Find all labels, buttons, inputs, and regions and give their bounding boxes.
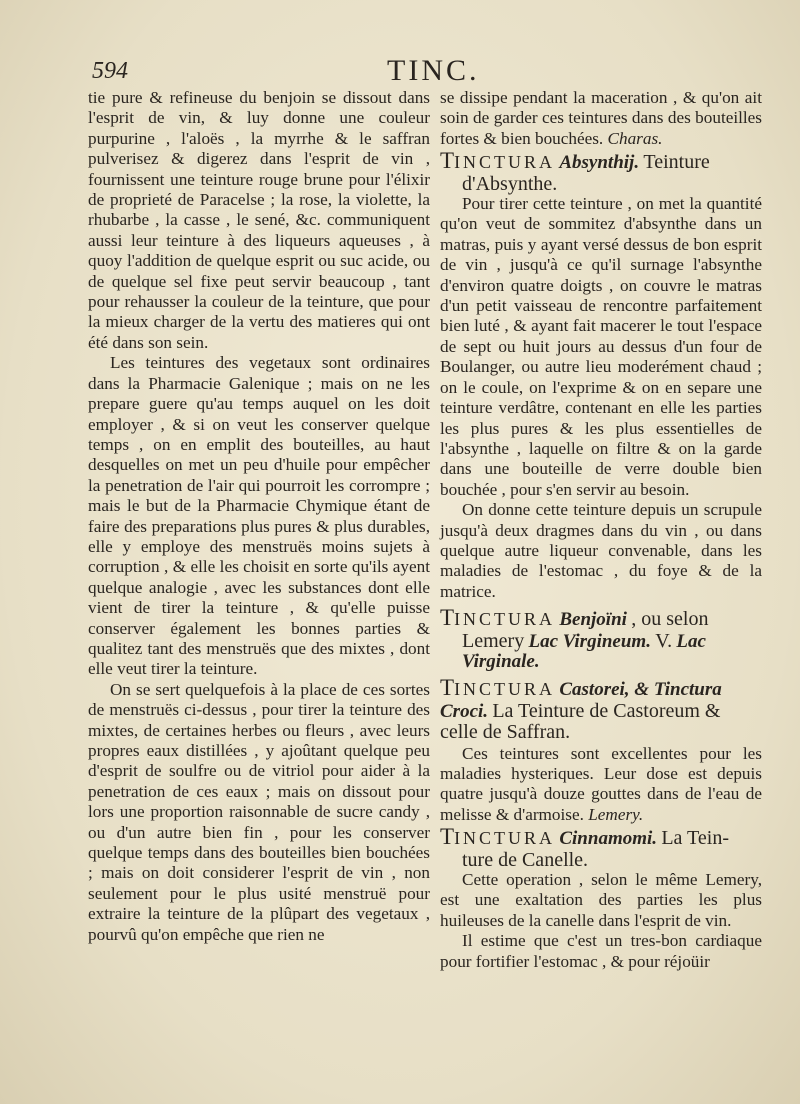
paragraph: Il estime que c'est un tres-bon cardiaque pour fortifier l'estomac , & pour réjoüir — [440, 931, 762, 971]
paragraph: Les teintures des vegetaux sont ordinaires dans la Pharmacie Galenique ; mais on ne les prepare guere qu'au temps auquel on les doit employer , & si on veut les conserver quelque temps , on en emplit des bouteilles, au haut desquelles on met un peu d'huile pour empêcher la penetration de l'air qui pourroit les corrompre ; mais le but de la Pharmacie Chymique étant de faire des preparations plus pures & plus durables, elle y employe des menstruës moins sujets à corruption , & elle les choisit en sorte qu'ils ayent quelque analogie , avec les substances dont elle vient de tirer la teinture , & qu'elle puisse conserver également les bonnes parties & qualitez tant des menstruës que des mixtes , dont elle veut tirer la teinture. — [88, 353, 430, 679]
left-column — [88, 88, 430, 945]
entry-heading-absynthe: TINCTURA Absynthij. Teinture d'Absynthe. — [440, 148, 710, 195]
author-citation: Lemery. — [588, 804, 644, 824]
entry-heading-benjoin: TINCTURA Benjoïni , ou selon Lemery Lac Virgineum. V. Lac Virginale. — [440, 605, 709, 672]
entry-heading-castoreum: TINCTURA Castorei, & Tinctura Croci. La Teinture de Castoreum & celle de Saffran. — [440, 675, 722, 744]
paragraph: tie pure & refineuse du benjoin se dissout dans l'esprit de vin, & luy donne une couleur purpurine , l'aloës , la myrrhe & le saffran pulverisez & digerez dans l'esprit de vin , fournissent une teinture rouge brune pour l'élixir de proprieté de Paracelse ; la rose, la violette, la rhubarbe , la casse , le sené, &c. communiquent aussi leur teinture à des liqueurs aqueuses , à quoy l'addition de quelque esprit ou suc acide, ou de quelque sel fixe peut servir beaucoup , tant pour rehausser la couleur de la teinture, que pour la mieux charger de la vertu des matieres qui ont été dans son sein. — [88, 88, 430, 352]
paragraph: On se sert quelquefois à la place de ces sortes de menstruës ci-dessus , pour tirer la teinture des mixtes, de certaines herbes ou fleurs , avec leurs propres eaux distillées , y ajoûtant quelque peu d'esprit de soulfre ou de vitriol pour aider à la penetration de ces eaux ; mais on dissout pour lors une proportion raisonnable de sucre candy , ou d'un autre bien fin , pour les conserver quelque temps dans des bouteilles bien bouchées ; mais on doit considerer l'esprit de vin , non seulement pour le plus usité menstruë pour extraire la teinture de la plûpart des vegetaux , pourvû qu'on empêche que rien ne — [88, 679, 430, 944]
paragraph: On donne cette teinture depuis un scrupule jusqu'à deux dragmes dans du vin , ou dans quelque autre liqueur convenable, dans les maladies de l'estomac , du foye & de la matrice. — [440, 500, 762, 601]
page-number: 594 — [92, 58, 128, 84]
author-citation: Charas. — [607, 128, 663, 148]
running-title: TINC. — [387, 54, 480, 87]
entry-heading-canelle: TINCTURA Cinnamomi. La Tein- ture de Canelle. — [440, 824, 729, 871]
right-column — [440, 88, 762, 972]
paragraph: se dissipe pendant la maceration , & qu'on ait soin de garder ces teintures dans des bouteilles fortes & bien bouchées. Charas. — [440, 88, 762, 148]
paragraph: Cette operation , selon le même Lemery, est une exaltation des parties les plus huileuses de la canelle dans l'esprit de vin. — [440, 870, 762, 930]
paragraph: Ces teintures sont excellentes pour les maladies hysteriques. Leur dose est depuis quatre jusqu'à douze gouttes dans de l'eau de melisse & d'armoise. Lemery. — [440, 743, 762, 824]
paragraph: Pour tirer cette teinture , on met la quantité qu'on veut de sommitez d'absynthe dans un matras, puis y ayant versé dessus de bon esprit de vin , jusqu'à ce qu'il surnage l'absynthe d'environ quatre doigts , on couvre le matras d'un petit vaisseau de rencontre parfaitement bien luté , & ayant fait macerer le tout l'espace de sept ou huit jours au dessus d'un four de Boulanger, ou autre lieu moderément chaud ; on le coule, on l'exprime & on en separe une teinture verdâtre, contenant en elle les parties les plus pures & les plus essentielles de l'absynthe , laquelle on filtre & on la garde dans une bouteille de verre double bien bouchée , pour s'en servir au besoin. — [440, 194, 762, 499]
